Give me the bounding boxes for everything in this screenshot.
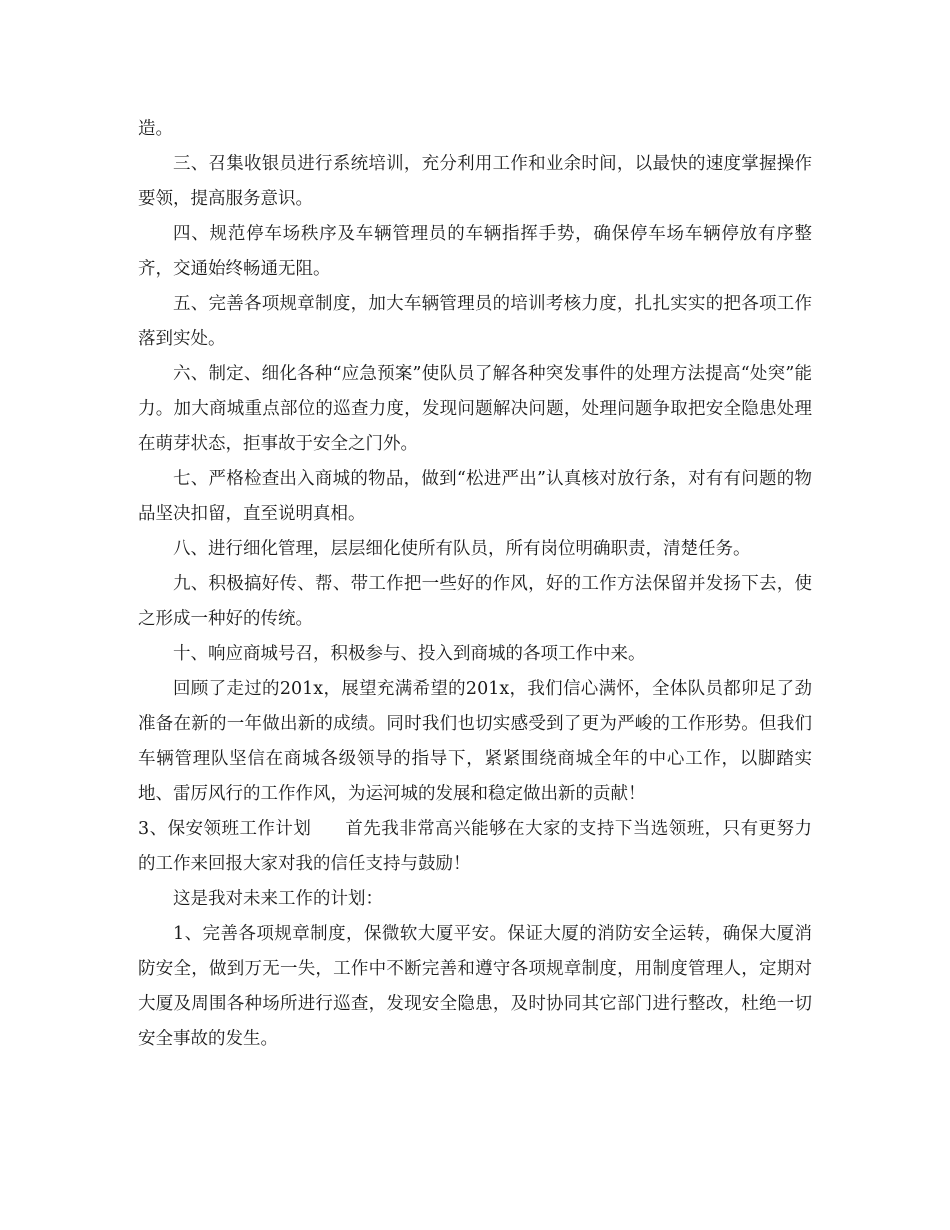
paragraph-item-3: 三、召集收银员进行系统培训，充分利用工作和业余时间，以最快的速度掌握操作要领，提高服务意识。 (138, 154, 812, 209)
paragraph-plan-item-1: 1、完善各项规章制度，保微软大厦平安。保证大厦的消防安全运转，确保大厦消防安全，做到万无一失，工作中不断完善和遵守各项规章制度，用制度管理人，定期对大厦及周围各种场所进行巡查，发现安全隐患，及时协同其它部门进行整改，杜绝一切安全事故的发生。 (138, 924, 812, 1049)
paragraph-review: 回顾了走过的201x，展望充满希望的201x，我们信心满怀，全体队员都卯足了劲准备在新的一年做出新的成绩。同时我们也切实感受到了更为严峻的工作形势。但我们车辆管理队坚信在商城各级领导的指导下，紧紧围绕商城全年的中心工作，以脚踏实地、雷厉风行的工作作风，为运河城的发展和稳定做出新的贡献！ (138, 679, 812, 804)
paragraph-item-8: 八、进行细化管理，层层细化使所有队员，所有岗位明确职责，清楚任务。 (173, 539, 751, 559)
paragraph-item-7: 七、严格检查出入商城的物品，做到“松进严出”认真核对放行条，对有有问题的物品坚决扣留，直至说明真相。 (138, 469, 812, 524)
paragraph-item-9: 九、积极搞好传、帮、带工作把一些好的作风，好的工作方法保留并发扬下去，使之形成一种好的传统。 (138, 574, 812, 629)
section-3-paragraph (138, 812, 812, 882)
paragraph-item-5: 五、完善各项规章制度，加大车辆管理员的培训考核力度，扎扎实实的把各项工作落到实处。 (138, 294, 812, 349)
paragraph-item-10: 十、响应商城号召，积极参与、投入到商城的各项工作中来。 (173, 644, 646, 664)
section-3-text: 首先我非常高兴能够在大家的支持下当选领班，只有更努力的工作来回报大家对我的信任支持与鼓励！ (138, 819, 812, 874)
paragraph-plan-intro: 这是我对未来工作的计划： (173, 889, 383, 909)
paragraph-continuation: 造。 (138, 119, 173, 139)
paragraph-item-6: 六、制定、细化各种“应急预案”使队员了解各种突发事件的处理方法提高“处突”能力。加大商城重点部位的巡查力度，发现问题解决问题，处理问题争取把安全隐患处理在萌芽状态，拒事故于安全之门外。 (138, 364, 812, 454)
paragraph-item-4: 四、规范停车场秩序及车辆管理员的车辆指挥手势，确保停车场车辆停放有序整齐，交通始终畅通无阻。 (138, 224, 812, 279)
section-3-heading: 3、保安领班工作计划 (138, 819, 312, 839)
document-body (138, 112, 812, 1057)
